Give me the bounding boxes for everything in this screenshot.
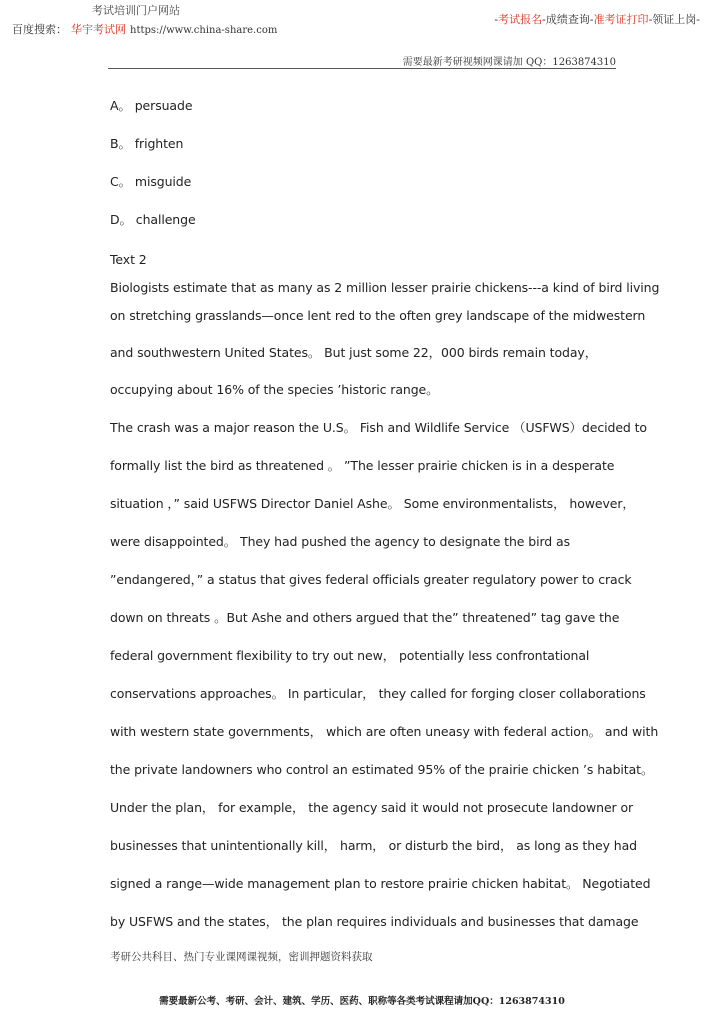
link-separator: -	[542, 13, 546, 26]
passage-line: on stretching grasslands—once lent red to the often grey landscape of the midwestern	[110, 308, 646, 323]
passage-line: ”endangered，” a status that gives federal officials greater regulatory power to crack	[110, 572, 632, 587]
passage-line: formally list the bird as threatened 。 ”The lesser prairie chicken is in a desperate	[110, 458, 615, 473]
passage-line: the private landowners who control an estimated 95% of the prairie chicken ’s habitat。	[110, 762, 654, 777]
passage-line: federal government flexibility to try out new， potentially less confrontational	[110, 648, 590, 663]
passage-line: Biologists estimate that as many as 2 million lesser prairie chickens---a kind of bird living	[110, 280, 660, 295]
passage-line: situation ，” said USFWS Director Daniel Ashe。 Some environmentalists， however，	[110, 496, 635, 511]
exam-registration-link[interactable]: 考试报名	[498, 13, 543, 26]
admission-ticket-link[interactable]: 准考证打印	[593, 13, 649, 26]
qq-notice: 需要最新考研视频网课请加 QQ：1263874310	[402, 57, 616, 68]
passage-line: down on threats 。But Ashe and others argued that the” threatened” tag gave the	[110, 610, 620, 625]
option-a: A。 persuade	[110, 98, 193, 113]
header-links	[494, 11, 700, 27]
option-b: B。 frighten	[110, 136, 184, 151]
certificate-link[interactable]: 领证上岗	[652, 13, 697, 26]
option-c: C。 misguide	[110, 174, 192, 189]
link-separator: -	[494, 13, 499, 26]
passage-line: with western state governments， which are often uneasy with federal action。 and with	[110, 724, 659, 739]
passage-line: The crash was a major reason the U.S。 Fish and Wildlife Service （USFWS）decided to	[110, 420, 647, 435]
search-label: 百度搜索：	[12, 23, 67, 36]
link-separator: -	[589, 13, 594, 26]
site-title: 考试培训门户网站	[92, 4, 180, 17]
option-d: D。 challenge	[110, 212, 196, 227]
passage-line: occupying about 16% of the species ’historic range。	[110, 382, 439, 397]
header-divider	[108, 68, 616, 69]
section-title: Text 2	[110, 252, 147, 267]
footer-contact: 需要最新公考、考研、会计、建筑、学历、医药、职称等各类考试课程请加QQ：1263874310	[159, 996, 565, 1007]
score-query-link[interactable]: 成绩查询	[545, 13, 590, 26]
passage-line: by USFWS and the states， the plan requires individuals and businesses that damage	[110, 914, 639, 929]
passage-line: signed a range—wide management plan to restore prairie chicken habitat。 Negotiated	[110, 876, 651, 891]
passage-line: conservations approaches。 In particular， they called for forging closer collaborations	[110, 686, 646, 701]
passage-line: Under the plan， for example， the agency said it would not prosecute landowner or	[110, 800, 634, 815]
brand-link[interactable]: 华宇考试网	[71, 23, 126, 36]
passage-line: and southwestern United States。 But just some 22，000 birds remain today，	[110, 345, 598, 360]
link-separator: -	[696, 13, 700, 26]
passage-line: were disappointed。 They had pushed the agency to designate the bird as	[110, 534, 570, 549]
passage-line: businesses that unintentionally kill， harm， or disturb the bird， as long as they had	[110, 838, 637, 853]
search-hint	[12, 21, 277, 37]
site-url[interactable]: https://www.china-share.com	[130, 25, 278, 36]
footer-note: 考研公共科目、热门专业课网课视频，密训押题资料获取	[110, 951, 373, 963]
link-separator: -	[648, 13, 653, 26]
